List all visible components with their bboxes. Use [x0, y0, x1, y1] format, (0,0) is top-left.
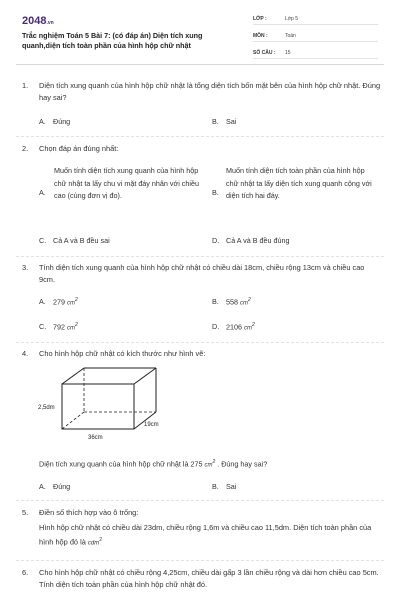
question-separator — [16, 136, 384, 137]
option-letter: B. — [212, 297, 219, 307]
question-number: 3. — [22, 263, 29, 272]
logo-suffix: .vn — [46, 20, 54, 26]
option-exponent: 2 — [248, 297, 251, 303]
option-text: Muốn tính diện tích xung quanh của hình hộp chữ nhật ta lấy chu vi mặt đáy nhân với chiều cao (cùng đơn vị đo). — [54, 166, 199, 200]
box-figure — [36, 362, 176, 446]
option-letter: B. — [212, 117, 219, 126]
statement-text: Diện tích xung quanh của hình hộp chữ nhật là 275 — [39, 459, 203, 469]
question-text: Cho hình hộp chữ nhật có chiều rộng 4,25cm, chiều dài gấp 3 lần chiều rộng và dài hơn chiều cao 5cm. Tính diện tích toàn phần của hình hộp chữ nhật đó. — [39, 568, 379, 589]
option-text: Đúng — [53, 117, 71, 126]
question-statement — [39, 459, 267, 468]
option-value: 558 — [226, 297, 238, 307]
option-value: 792 — [53, 322, 65, 332]
meta-key: MÔN : — [253, 33, 268, 39]
option-letter: D. — [212, 236, 220, 245]
option-letter: A. — [39, 482, 46, 491]
option-unit: cm — [244, 325, 252, 332]
box-edge — [134, 368, 156, 384]
option-text: Sai — [226, 482, 237, 491]
option-d[interactable] — [212, 236, 290, 245]
question-text: Chọn đáp án đúng nhất: — [39, 144, 119, 153]
option-value: 279 — [53, 297, 65, 307]
option-b-letter — [212, 188, 219, 197]
question-number: 6. — [22, 568, 29, 577]
option-unit: cm — [240, 300, 248, 307]
option-exponent: 2 — [75, 322, 78, 328]
option-c[interactable] — [39, 322, 78, 331]
question-4 — [22, 348, 382, 360]
question-body — [39, 522, 382, 549]
question-separator — [16, 500, 384, 501]
question-text: Tính diện tích xung quanh của hình hộp chữ nhật có chiều dài 18cm, chiều rộng 13cm và chiều cao 9cm. — [39, 263, 365, 284]
option-unit: cm — [67, 325, 75, 332]
statement-exponent: 2 — [212, 459, 216, 465]
quiz-meta — [253, 14, 378, 65]
option-letter: D. — [212, 322, 220, 332]
option-letter: A. — [39, 117, 46, 126]
meta-row-class — [253, 14, 378, 25]
option-letter: A. — [39, 297, 46, 307]
option-a[interactable] — [39, 117, 70, 126]
question-number: 2. — [22, 144, 29, 153]
question-separator — [16, 560, 384, 561]
statement-unit: cm — [204, 462, 213, 469]
meta-key: SỐ CÂU : — [253, 50, 276, 56]
option-text: Sai — [226, 117, 237, 126]
question-number: 4. — [22, 349, 29, 358]
option-a[interactable] — [54, 165, 204, 203]
meta-row-subject — [253, 31, 378, 42]
length-label: 36cm — [88, 435, 103, 441]
header-divider — [16, 64, 384, 65]
question-number: 5. — [22, 508, 29, 517]
answer-unit: cdm — [87, 540, 100, 547]
meta-value: 15 — [285, 50, 291, 56]
option-exponent: 2 — [252, 322, 255, 328]
box-edge — [62, 368, 84, 384]
option-letter: B. — [212, 188, 219, 197]
logo-text: 2048 — [22, 15, 47, 27]
meta-value: Toán — [285, 33, 296, 39]
option-text: Cả A và B đều đúng — [226, 236, 290, 245]
question-text: Điền số thích hợp vào ô trống: — [39, 508, 139, 517]
option-value: 2106 — [226, 322, 242, 332]
option-letter: B. — [212, 482, 219, 491]
option-letter: A. — [39, 188, 46, 197]
question-number: 1. — [22, 81, 29, 90]
answer-exponent: 2 — [99, 537, 103, 543]
site-logo[interactable] — [22, 15, 54, 27]
meta-row-count — [253, 48, 378, 59]
option-b[interactable] — [212, 482, 236, 491]
option-letter: C. — [39, 322, 47, 332]
statement-suffix: . Đúng hay sai? — [217, 459, 268, 469]
question-3 — [22, 262, 382, 286]
header — [0, 0, 400, 62]
question-text: Cho hình hộp chữ nhật có kích thước như hình vẽ: — [39, 349, 206, 358]
option-a-letter — [39, 188, 46, 197]
meta-key: LỚP : — [253, 16, 267, 22]
option-b[interactable] — [226, 165, 376, 203]
meta-value: Lớp 5 — [285, 16, 299, 22]
option-a[interactable] — [39, 297, 78, 306]
width-label: 19cm — [144, 422, 159, 428]
question-body-text: Hình hộp chữ nhật có chiều dài 23dm, chiều rộng 1,6m và chiều cao 11,5dm. Diện tích toàn phần của hình hộp đó là — [39, 523, 372, 547]
option-text: Cả A và B đều sai — [53, 236, 110, 245]
question-1 — [22, 80, 382, 104]
box-hidden-edge — [62, 412, 84, 429]
option-d[interactable] — [212, 322, 255, 331]
height-label: 2,5dm — [38, 405, 55, 411]
question-separator — [16, 342, 384, 343]
option-exponent: 2 — [75, 297, 78, 303]
option-b[interactable] — [212, 117, 236, 126]
question-separator — [16, 256, 384, 257]
option-letter: C. — [39, 236, 47, 245]
option-b[interactable] — [212, 297, 251, 306]
question-2 — [22, 143, 382, 155]
option-text: Đúng — [53, 482, 71, 491]
question-5 — [22, 507, 382, 549]
quiz-title: Trắc nghiệm Toán 5 Bài 7: (có đáp án) Diện tích xung quanh,diện tích toàn phần của hình hộp chữ nhật — [22, 31, 203, 50]
question-6 — [22, 567, 382, 591]
option-unit: cm — [67, 300, 75, 307]
box-front-face — [62, 384, 134, 429]
option-text: Muốn tính diện tích toàn phần của hình hộp chữ nhật ta lấy diện tích xung quanh cộng với diện tích hai đáy. — [226, 166, 372, 200]
question-text: Diện tích xung quanh của hình hộp chữ nhật là tổng diện tích bốn mặt bên của hình hộp chữ nhật. Đúng hay sai? — [39, 81, 381, 102]
option-a[interactable] — [39, 482, 70, 491]
option-c[interactable] — [39, 236, 110, 245]
